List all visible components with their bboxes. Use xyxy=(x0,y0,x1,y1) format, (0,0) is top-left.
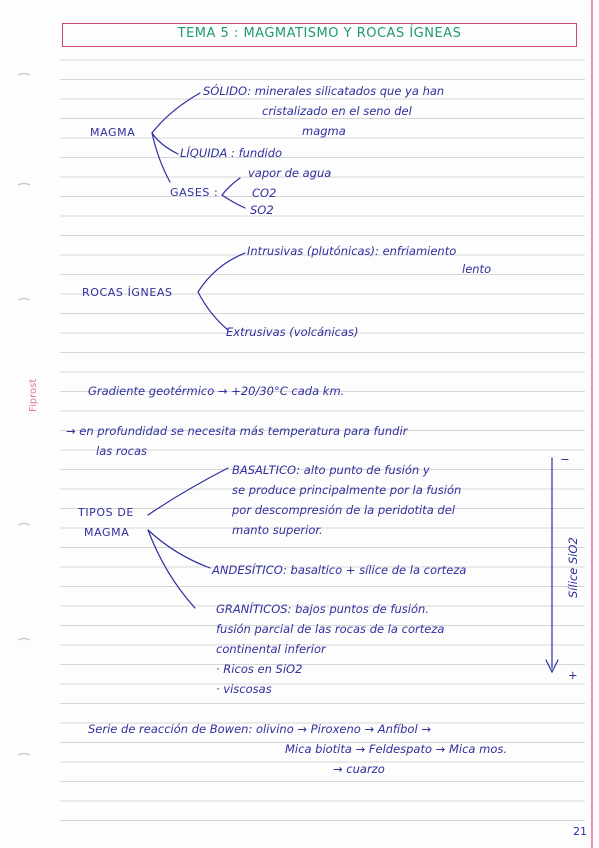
solido-text: SÓLIDO: minerales silicatados que ya han xyxy=(203,84,445,98)
tipos-branch-basaltico xyxy=(148,468,228,515)
intrusivas-text: Intrusivas (plutónicas): enfriamiento xyxy=(247,244,457,258)
magma-branch-liquido xyxy=(152,133,178,154)
extrusivas-text: Extrusivas (volcánicas) xyxy=(226,325,359,339)
scale-plus: + xyxy=(568,668,578,682)
page-title: TEMA 5 : MAGMATISMO Y ROCAS ÍGNEAS xyxy=(177,26,462,41)
granitico-text-1: GRANÍTICOS: bajos puntos de fusión. xyxy=(216,602,429,616)
tipos-branch-granitico xyxy=(148,530,195,608)
scale-minus: − xyxy=(560,452,570,466)
gas-vapor: vapor de agua xyxy=(248,166,332,180)
tipos-label-1: TIPOS DE xyxy=(78,506,134,519)
gas-so2: SO2 xyxy=(250,203,274,217)
magma-branch-gases xyxy=(152,133,170,182)
gases-label: GASES : xyxy=(170,186,219,199)
basaltico-text-2: se produce principalmente por la fusión xyxy=(232,483,462,497)
basaltico-text-4: manto superior. xyxy=(232,523,323,537)
solido-text-3: magma xyxy=(302,124,346,138)
bowen-line-2: Mica biotita → Feldespato → Mica mos. xyxy=(285,742,507,756)
granitico-text-5: · viscosas xyxy=(216,682,272,696)
granitico-text-3: continental inferior xyxy=(216,642,326,656)
andesitico-text: ANDESÍTICO: basaltico + sílice de la corteza xyxy=(212,563,467,577)
bowen-line-1: Serie de reacción de Bowen: olivino → Piroxeno → Anfíbol → xyxy=(88,722,431,736)
basaltico-text-3: por descompresión de la peridotita del xyxy=(232,503,455,517)
gases-brace xyxy=(222,178,245,208)
granitico-text-4: · Ricos en SiO2 xyxy=(216,662,303,676)
gradiente-text: Gradiente geotérmico → +20/30°C cada km. xyxy=(88,384,345,398)
page-number: 21 xyxy=(573,825,587,838)
profundidad-text-2: las rocas xyxy=(96,444,148,458)
liquido-text: LÍQUIDA : fundido xyxy=(180,146,283,160)
rocas-branch-extrusivas xyxy=(198,292,228,330)
solido-text-2: cristalizado en el seno del xyxy=(262,104,412,118)
gas-co2: CO2 xyxy=(252,186,277,200)
intrusivas-text-2: lento xyxy=(462,262,492,276)
scale-label: Sílice SiO2 xyxy=(566,537,580,598)
bowen-line-3: → cuarzo xyxy=(333,762,385,776)
profundidad-text: → en profundidad se necesita más temperatura para fundir xyxy=(66,424,408,438)
rocas-branch-intrusivas xyxy=(198,253,245,292)
tipos-branch-andesitico xyxy=(148,530,210,568)
rocas-label: ROCAS ÍGNEAS xyxy=(82,286,173,299)
basaltico-text-1: BASALTICO: alto punto de fusión y xyxy=(232,463,430,477)
magma-label: MAGMA xyxy=(90,126,136,139)
tipos-label-2: MAGMA xyxy=(84,526,130,539)
granitico-text-2: fusión parcial de las rocas de la corteza xyxy=(216,622,445,636)
magma-branch-solido xyxy=(152,93,200,133)
brand-watermark: Fiprost xyxy=(28,378,39,412)
